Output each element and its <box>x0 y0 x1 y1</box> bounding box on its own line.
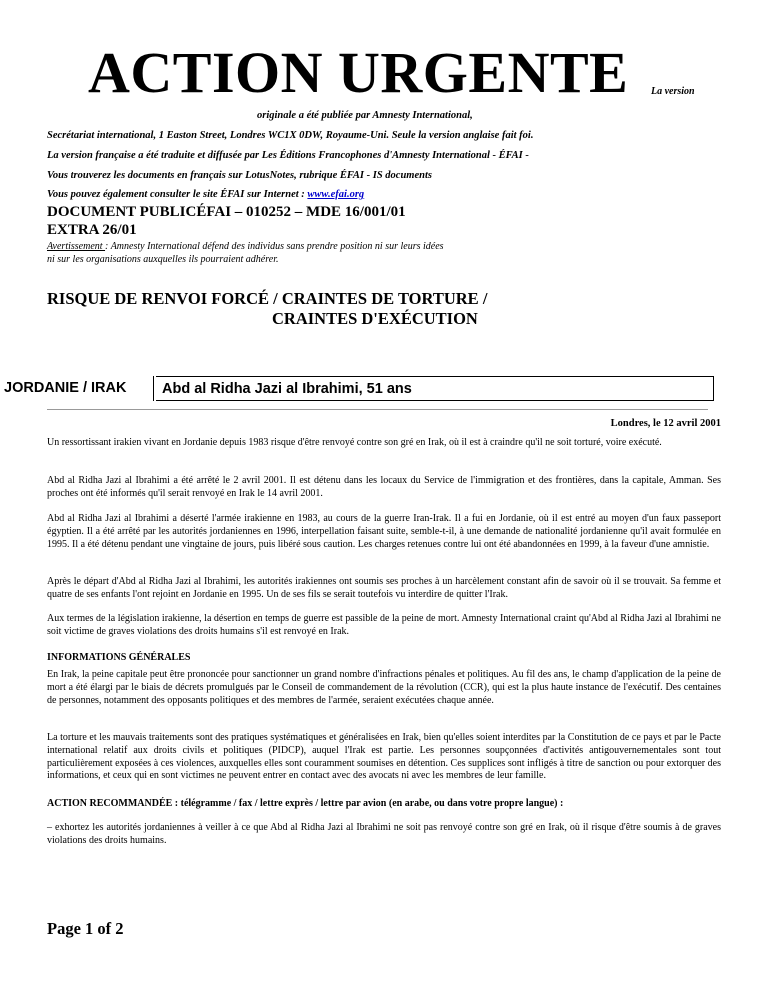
background-paragraph-1: En Irak, la peine capitale peut être prononcée pour sanctionner un grand nombre d'infractions pénales et politiques. Au fil des ans, le champ d'application de la peine de mort a été élargi par le biais de décrets promulgués par le Conseil de commandement de la révolution (CCR), qui est la plus haute instance de l'exécutif. Des centaines de personnes, notamment des opposants politiques et des membres de l'armée, seraient exécutées chaque année. <box>47 669 721 706</box>
header-line-2: Secrétariat international, 1 Easton Street, Londres WC1X 0DW, Royaume-Uni. Seule la version anglaise fait foi. <box>47 130 534 141</box>
document-id: DOCUMENT PUBLICÉFAI – 010252 – MDE 16/001/01 <box>47 204 406 220</box>
header-line-4: Vous trouverez les documents en français sur LotusNotes, rubrique ÉFAI - IS documents <box>47 170 432 181</box>
country-label: JORDANIE / IRAK <box>0 376 154 401</box>
disclaimer <box>47 240 444 266</box>
person-label: Abd al Ridha Jazi al Ibrahimi, 51 ans <box>156 376 714 401</box>
disclaimer-text-2: ni sur les organisations auxquelles ils pourraient adhérer. <box>47 254 279 265</box>
paragraph-2: Abd al Ridha Jazi al Ibrahimi a été arrêté le 2 avril 2001. Il est détenu dans les locaux du Service de l'immigration et des frontières, dans la capitale, Amman. Ses proches ont été informés qu'il serait renvoyé en Irak le 14 avril 2001. <box>47 475 721 499</box>
page-title: ACTION URGENTE <box>88 40 629 105</box>
document-extra: EXTRA 26/01 <box>47 222 137 238</box>
date-line: Londres, le 12 avril 2001 <box>610 418 721 429</box>
efai-link[interactable]: www.efai.org <box>307 189 365 200</box>
recommended-heading: ACTION RECOMMANDÉE : télégramme / fax / lettre exprès / lettre par avion (en arabe, ou dans votre propre langue) : <box>47 798 564 809</box>
disclaimer-text-1: : Amnesty International défend des individus sans prendre position ni sur leurs idées <box>105 241 444 252</box>
title-suffix: La version <box>651 86 695 97</box>
separator-line <box>47 409 708 410</box>
disclaimer-label: Avertissement <box>47 241 106 252</box>
paragraph-4: Après le départ d'Abd al Ridha Jazi al Ibrahimi, les autorités irakiennes ont soumis ses proches à un harcèlement constant afin de savoir où il se trouvait. Sa femme et quatre de ses enfants l'ont rejoint en Jordanie en 1995. Un de ses fils se serait toutefois vu interdire de quitter l'Irak. <box>47 576 721 600</box>
paragraph-1: Un ressortissant irakien vivant en Jordanie depuis 1983 risque d'être renvoyé contre son gré en Irak, où il est à craindre qu'il ne soit torturé, voire exécuté. <box>47 437 662 448</box>
risk-title-line-2: CRAINTES D'EXÉCUTION <box>272 309 478 328</box>
paragraph-5: Aux termes de la législation irakienne, la désertion en temps de guerre est passible de la peine de mort. Amnesty International craint qu'Abd al Ridha Jazi al Ibrahimi ne soit victime de graves violations des droits humains s'il est renvoyé en Irak. <box>47 613 721 637</box>
background-paragraph-2: La torture et les mauvais traitements sont des pratiques systématiques et généralisées en Irak, bien qu'elles soient interdites par la Constitution de ce pays et par le Pacte international relatif aux droits civils et politiques (PIDCP), auquel l'Irak est partie. Les personnes soupçonnées d'activités antigouvernementales sont tout particulièrement exposées à ces violences, auxquelles elles sont couramment soumises en détention. Ces supplices sont infligés à titre de sanction ou pour extorquer des informations, et ceux qui en sont victimes ne peuvent entrer en contact avec des avocats ni avec les membres de leur famille. <box>47 732 721 782</box>
risk-title-line-1: RISQUE DE RENVOI FORCÉ / CRAINTES DE TORTURE / <box>47 289 488 308</box>
header-line-5-text: Vous pouvez également consulter le site ÉFAI sur Internet : <box>47 189 308 200</box>
background-heading: INFORMATIONS GÉNÉRALES <box>47 652 191 663</box>
risk-title <box>47 289 647 329</box>
paragraph-3: Abd al Ridha Jazi al Ibrahimi a déserté l'armée irakienne en 1983, au cours de la guerre Iran-Irak. Il a fui en Jordanie, où il est entré au moyen d'un faux passeport égyptien. Il a été arrêté par les autorités jordaniennes en 1996, interpellation faisant suite, semble-t-il, à une demande de nationalité jordanienne qu'il avait formulée en 1995. Il a été détenu pendant une vingtaine de jours, puis libéré sous caution. Les charges retenues contre lui ont été abandonnées en 1999, à la faveur d'une amnistie. <box>47 513 721 550</box>
header-line-3: La version française a été traduite et diffusée par Les Éditions Francophones d'Amnesty International - ÉFAI - <box>47 150 529 161</box>
page-number: Page 1 of 2 <box>47 919 124 938</box>
header-line-5 <box>47 189 364 200</box>
recommended-item-1: – exhortez les autorités jordaniennes à veiller à ce que Abd al Ridha Jazi al Ibrahimi ne soit pas renvoyé contre son gré en Irak, où il risque d'être soumis à de graves violations des droits humains. <box>47 822 721 846</box>
header-line-1: originale a été publiée par Amnesty International, <box>257 110 473 121</box>
